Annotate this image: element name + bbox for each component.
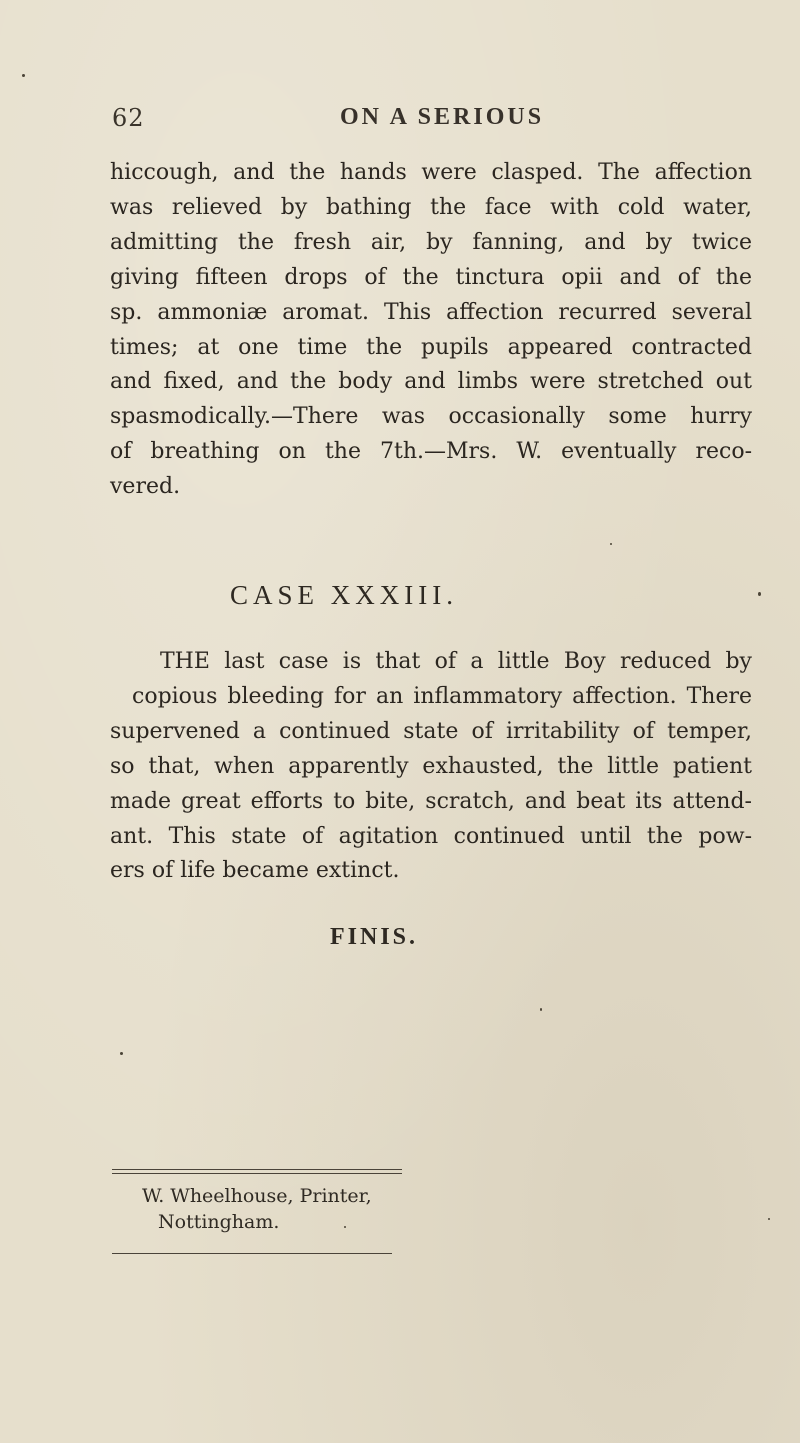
printer-imprint — [112, 1169, 402, 1263]
paper-speck — [120, 1052, 123, 1055]
text-line: ers of life became extinct. — [110, 858, 400, 884]
finis-mark: FINIS. — [330, 924, 419, 950]
printer-name: W. Wheelhouse, Printer, — [142, 1185, 372, 1207]
text-line: supervened a continued state of irritability of temper, — [110, 718, 752, 744]
imprint-rule-top — [112, 1169, 402, 1170]
paper-speck — [22, 74, 25, 77]
page-number: 62 — [112, 104, 145, 132]
text-line: sp. ammoniæ aromat. This affection recurred several — [110, 299, 752, 325]
paper-speck — [758, 592, 761, 596]
text-line: admitting the fresh air, by fanning, and by twice — [110, 229, 752, 255]
paragraph-2 — [110, 645, 752, 889]
text-line: THE last case is that of a little Boy reduced by — [160, 649, 752, 674]
imprint-rule-bottom — [112, 1253, 392, 1254]
text-line: was relieved by bathing the face with cold water, — [110, 194, 752, 220]
running-title: ON A SERIOUS — [340, 104, 545, 130]
running-head — [112, 104, 572, 138]
text-line: made great efforts to bite, scratch, and beat its attend- — [110, 788, 752, 814]
paper-speck — [344, 1226, 346, 1228]
text-line: ant. This state of agitation continued until the pow- — [110, 823, 752, 849]
paper-speck — [768, 1218, 770, 1220]
paper-speck — [610, 543, 612, 545]
case-heading: CASE XXXIII. — [230, 580, 458, 610]
text-line: times; at one time the pupils appeared contracted — [110, 334, 752, 360]
printer-place: Nottingham. — [158, 1211, 280, 1233]
text-line: so that, when apparently exhausted, the little patient — [110, 753, 752, 779]
text-line: and fixed, and the body and limbs were stretched out — [110, 369, 752, 395]
imprint-rule-top-thin — [112, 1173, 402, 1174]
text-line: copious bleeding for an inflammatory affection. There — [132, 683, 752, 709]
paper-speck — [540, 1008, 542, 1011]
paragraph-1 — [110, 156, 752, 505]
text-line: giving fifteen drops of the tinctura opii and of the — [110, 264, 752, 290]
text-line: vered. — [110, 474, 181, 500]
text-line: hiccough, and the hands were clasped. The affection — [110, 160, 752, 185]
text-line: of breathing on the 7th.—Mrs. W. eventually reco- — [110, 439, 752, 465]
text-line: spasmodically.—There was occasionally some hurry — [110, 404, 752, 430]
